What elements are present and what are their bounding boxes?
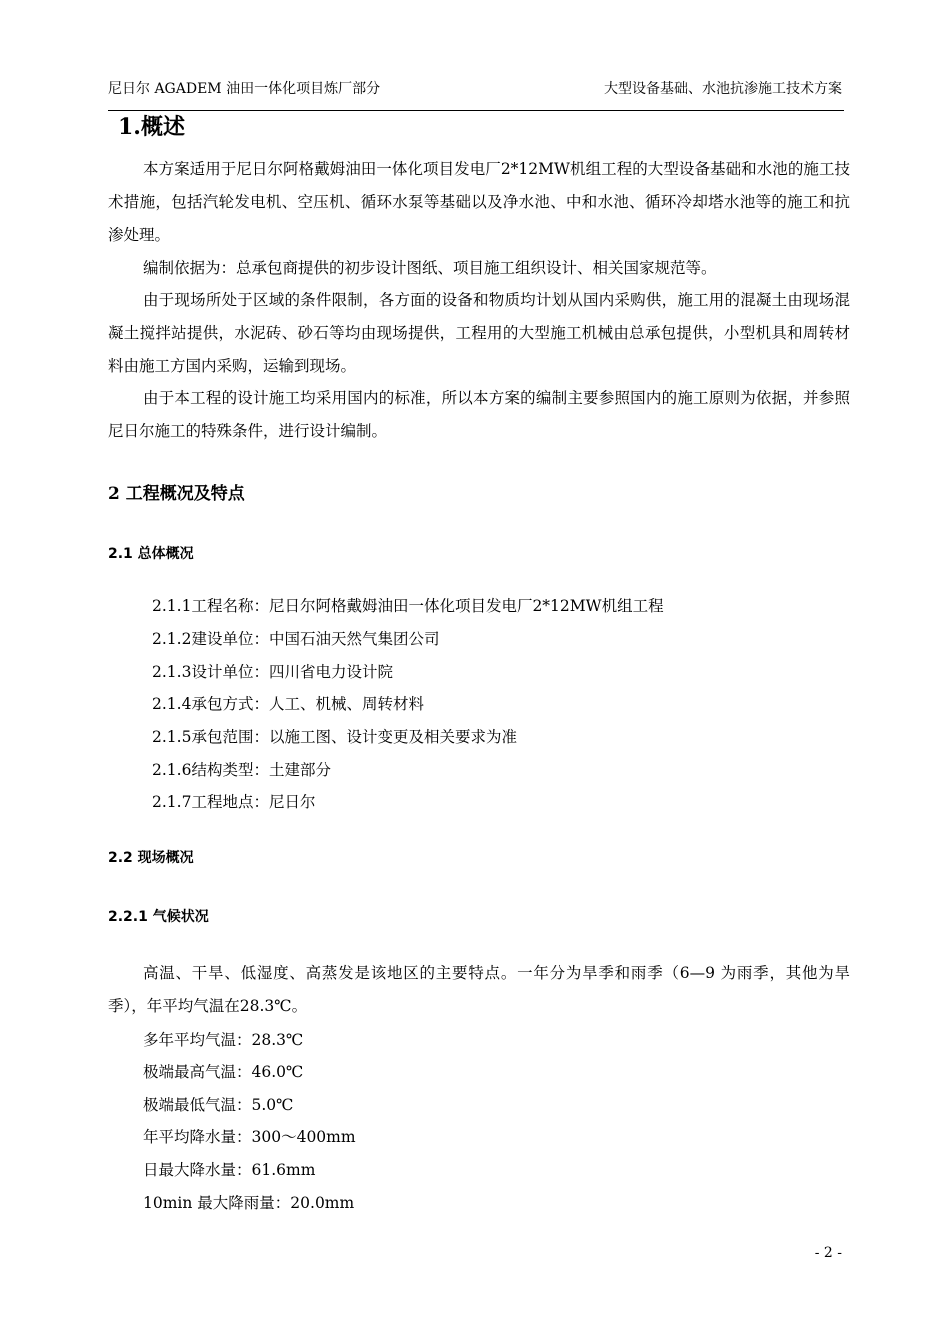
project-info-item: 2.1.2建设单位：中国石油天然气集团公司	[152, 630, 440, 648]
project-info-item: 2.1.4承包方式：人工、机械、周转材料	[152, 695, 424, 713]
climate-line: 日最大降水量：61.6mm	[143, 1161, 316, 1179]
project-info-item: 2.1.6结构类型：土建部分	[152, 761, 331, 779]
project-info-item: 2.1.7工程地点：尼日尔	[152, 793, 316, 811]
climate-line: 极端最高气温：46.0℃	[143, 1063, 304, 1081]
section-2-heading: 2 工程概况及特点	[108, 484, 245, 504]
project-info-item: 2.1.3设计单位：四川省电力设计院	[152, 663, 393, 681]
climate-line: 多年平均气温：28.3℃	[143, 1031, 304, 1049]
section-2-2-1-heading: 2.2.1 气候状况	[108, 909, 209, 925]
section-1-paragraph-2: 编制依据为：总承包商提供的初步设计图纸、项目施工组织设计、相关国家规范等。	[143, 259, 717, 277]
climate-line: 极端最低气温：5.0℃	[143, 1096, 294, 1114]
section-2-2-heading: 2.2 现场概况	[108, 850, 194, 866]
climate-paragraph: 高温、干旱、低湿度、高蒸发是该地区的主要特点。一年分为旱季和雨季（6—9 为雨季，其他为旱季），年平均气温在28.3℃。	[108, 964, 850, 1015]
section-1-paragraph-4: 由于本工程的设计施工均采用国内的标准，所以本方案的编制主要参照国内的施工原则为依据，并参照尼日尔施工的特殊条件，进行设计编制。	[108, 389, 850, 440]
header-right-title: 大型设备基础、水池抗渗施工技术方案	[604, 81, 842, 97]
header-left-title: 尼日尔 AGADEM 油田一体化项目炼厂部分	[108, 81, 381, 97]
page-number: - 2 -	[814, 1245, 842, 1261]
project-info-item: 2.1.1工程名称：尼日尔阿格戴姆油田一体化项目发电厂2*12MW机组工程	[152, 597, 664, 615]
climate-line: 10min 最大降雨量：20.0mm	[143, 1194, 355, 1212]
climate-line: 年平均降水量：300～400mm	[143, 1128, 356, 1146]
section-1-paragraph-3: 由于现场所处于区域的条件限制，各方面的设备和物质均计划从国内采购供，施工用的混凝土由现场混凝土搅拌站提供，水泥砖、砂石等均由现场提供，工程用的大型施工机械由总承包提供，小型机具和周转材料由施工方国内采购，运输到现场。	[108, 291, 850, 375]
project-info-item: 2.1.5承包范围：以施工图、设计变更及相关要求为准	[152, 728, 517, 746]
page-header	[108, 78, 842, 100]
header-divider	[108, 110, 844, 111]
section-1-heading: 1.概述	[118, 114, 185, 140]
section-1-paragraph-1: 本方案适用于尼日尔阿格戴姆油田一体化项目发电厂2*12MW机组工程的大型设备基础和水池的施工技术措施，包括汽轮发电机、空压机、循环水泵等基础以及净水池、中和水池、循环冷却塔水池等的施工和抗渗处理。	[108, 160, 850, 244]
section-2-1-heading: 2.1 总体概况	[108, 546, 194, 562]
